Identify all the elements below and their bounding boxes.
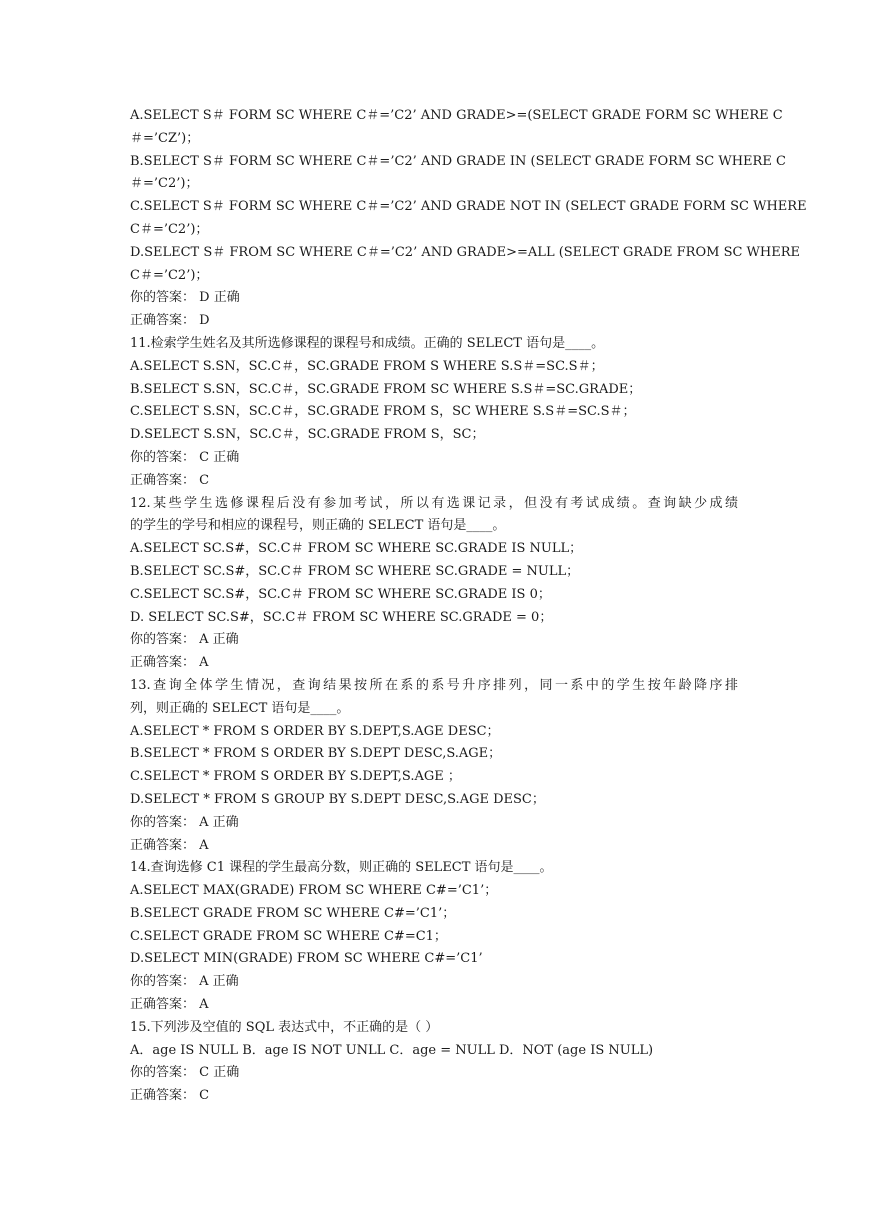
correct-answer: 正确答案： D bbox=[130, 313, 210, 329]
option-b-text-cont: ＃=’C2’)； bbox=[130, 176, 199, 192]
question-12-option-a: A.SELECT SC.S#，SC.C＃ FROM SC WHERE SC.GRADE IS NULL； bbox=[130, 541, 583, 557]
question-14-option-c: C.SELECT GRADE FROM SC WHERE C#=C1； bbox=[130, 928, 447, 944]
question-12-your-answer: 你的答案： A 正确 bbox=[130, 632, 239, 648]
question-13-option-d: D.SELECT * FROM S GROUP BY S.DEPT DESC,S.AGE DESC； bbox=[130, 791, 545, 807]
option-b-text: B.SELECT S＃ FORM SC WHERE C＃=’C2’ AND GRADE IN (SELECT GRADE FORM SC WHERE C bbox=[130, 153, 786, 169]
question-11-option-a: A.SELECT S.SN，SC.C＃，SC.GRADE FROM S WHERE S.S＃=SC.S＃； bbox=[130, 358, 604, 374]
question-11-your-answer: 你的答案： C 正确 bbox=[130, 449, 240, 465]
question-14-your-answer: 你的答案： A 正确 bbox=[130, 974, 239, 990]
question-14-option-a: A.SELECT MAX(GRADE) FROM SC WHERE C#=’C1’； bbox=[130, 883, 498, 899]
question-11-correct-answer: 正确答案： C bbox=[130, 472, 210, 488]
question-13-option-b: B.SELECT * FROM S ORDER BY S.DEPT DESC,S.AGE； bbox=[130, 746, 502, 762]
question-12-option-b: B.SELECT SC.S#，SC.C＃ FROM SC WHERE SC.GRADE = NULL； bbox=[130, 563, 580, 579]
question-14: 14.查询选修 C1 课程的学生最高分数，则正确的 SELECT 语句是____。 bbox=[130, 860, 553, 876]
question-12-option-c: C.SELECT SC.S#，SC.C＃ FROM SC WHERE SC.GRADE IS 0； bbox=[130, 586, 551, 602]
question-15: 15.下列涉及空值的 SQL 表达式中，不正确的是（ ） bbox=[130, 1019, 439, 1035]
question-12-correct-answer: 正确答案： A bbox=[130, 655, 209, 671]
question-12-cont: 的学生的学号和相应的课程号，则正确的 SELECT 语句是____。 bbox=[130, 518, 506, 534]
question-12: 12.某些学生选修课程后没有参加考试，所以有选课记录，但没有考试成绩。查询缺少成绩 bbox=[130, 495, 738, 511]
question-15-options: A．age IS NULL B．age IS NOT UNLL C．age = NULL D．NOT (age IS NULL) bbox=[130, 1042, 654, 1058]
question-13-cont: 列，则正确的 SELECT 语句是____。 bbox=[130, 700, 350, 716]
question-13-option-c: C.SELECT * FROM S ORDER BY S.DEPT,S.AGE ； bbox=[130, 769, 461, 785]
question-13-your-answer: 你的答案： A 正确 bbox=[130, 814, 239, 830]
question-11: 11.检索学生姓名及其所选修课程的课程号和成绩。正确的 SELECT 语句是____。 bbox=[130, 335, 605, 351]
question-13-option-a: A.SELECT * FROM S ORDER BY S.DEPT,S.AGE DESC； bbox=[130, 723, 500, 739]
question-14-correct-answer: 正确答案： A bbox=[130, 997, 209, 1013]
option-a-text-cont: ＃=’CZ’)； bbox=[130, 130, 200, 146]
option-c-text: C.SELECT S＃ FORM SC WHERE C＃=’C2’ AND GRADE NOT IN (SELECT GRADE FORM SC WHERE bbox=[130, 199, 807, 215]
question-14-option-b: B.SELECT GRADE FROM SC WHERE C#=’C1’； bbox=[130, 905, 456, 921]
option-d-text: D.SELECT S＃ FROM SC WHERE C＃=’C2’ AND GRADE>=ALL (SELECT GRADE FROM SC WHERE bbox=[130, 244, 801, 260]
question-13-correct-answer: 正确答案： A bbox=[130, 837, 209, 853]
question-11-option-c: C.SELECT S.SN，SC.C＃，SC.GRADE FROM S，SC WHERE S.S＃=SC.S＃； bbox=[130, 404, 636, 420]
question-11-option-b: B.SELECT S.SN，SC.C＃，SC.GRADE FROM SC WHERE S.S＃=SC.GRADE； bbox=[130, 381, 642, 397]
option-d-text-cont: C＃=’C2’)； bbox=[130, 267, 209, 283]
question-14-option-d: D.SELECT MIN(GRADE) FROM SC WHERE C#=’C1’ bbox=[130, 951, 483, 967]
option-c-text-cont: C＃=’C2’)； bbox=[130, 221, 209, 237]
question-15-your-answer: 你的答案： C 正确 bbox=[130, 1065, 240, 1081]
question-12-option-d: D. SELECT SC.S#，SC.C＃ FROM SC WHERE SC.GRADE = 0； bbox=[130, 609, 553, 625]
question-15-correct-answer: 正确答案： C bbox=[130, 1088, 210, 1104]
document-body bbox=[130, 105, 807, 1108]
option-a-text: A.SELECT S＃ FORM SC WHERE C＃=’C2’ AND GRADE>=(SELECT GRADE FORM SC WHERE C bbox=[130, 108, 783, 123]
question-13: 13.查询全体学生情况，查询结果按所在系的系号升序排列，同一系中的学生按年龄降序排 bbox=[130, 677, 738, 693]
your-answer: 你的答案： D 正确 bbox=[130, 290, 240, 306]
question-11-option-d: D.SELECT S.SN，SC.C＃，SC.GRADE FROM S，SC； bbox=[130, 427, 485, 443]
